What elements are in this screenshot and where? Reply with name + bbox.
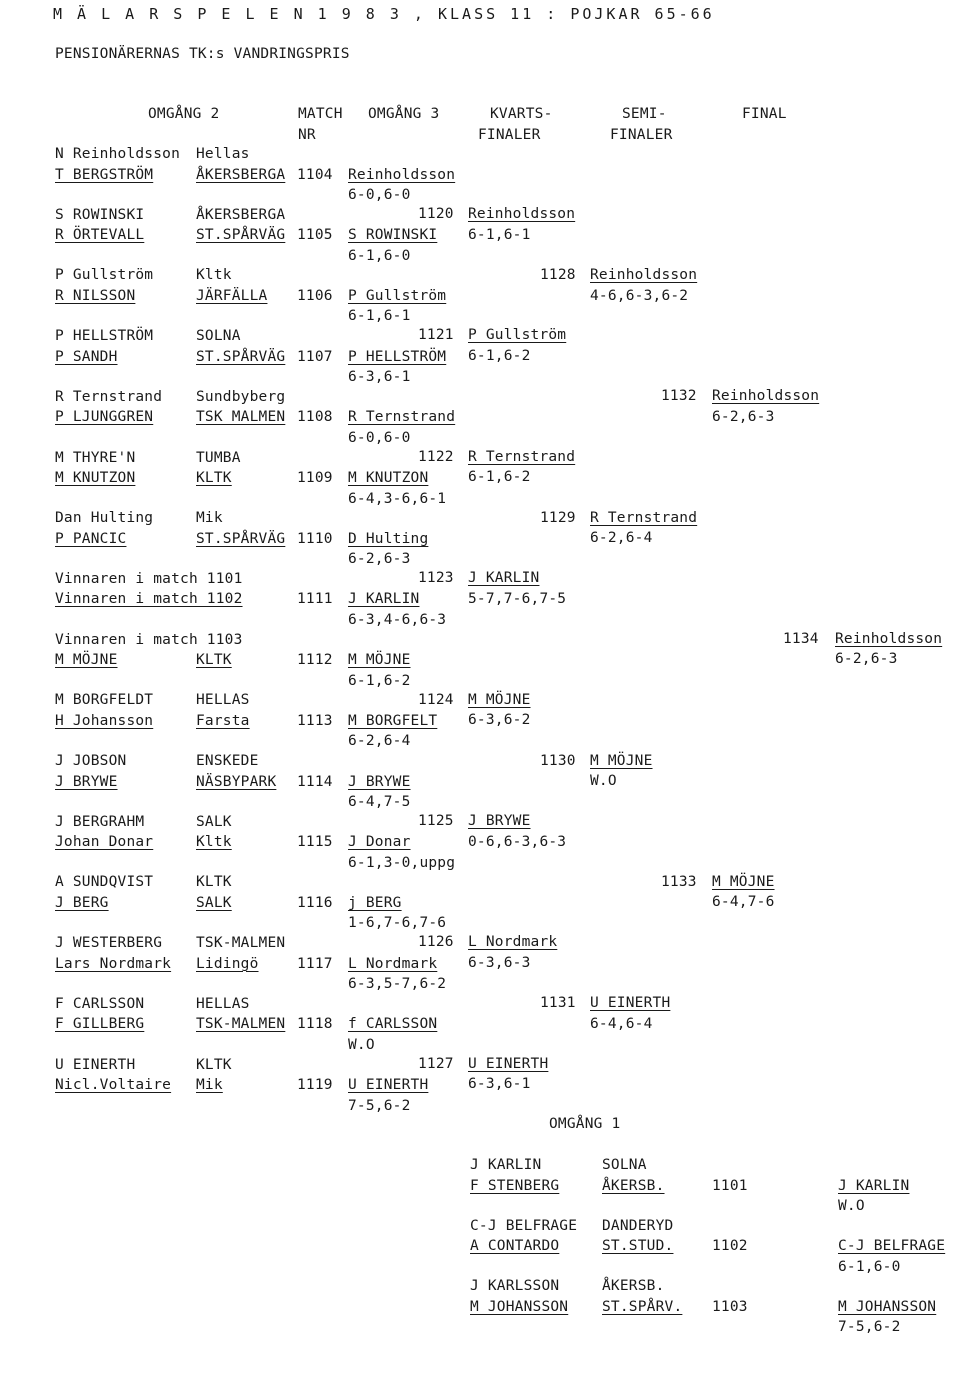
match-score: 4-6,6-3,6-2 xyxy=(590,287,689,304)
player-name: Vinnaren i match 1103 xyxy=(55,631,243,648)
header-subtitle: PENSIONÄRERNAS TK:s VANDRINGSPRIS xyxy=(55,46,350,62)
club-name: ÅKERSB. xyxy=(602,1278,665,1294)
player-name: A SUNDQVIST xyxy=(55,874,154,891)
winner-name: J BRYWE xyxy=(348,773,411,790)
club-name: HELLAS xyxy=(196,995,250,1012)
match-score: W.O xyxy=(348,1036,375,1053)
winner-name: J KARLIN xyxy=(348,591,420,608)
match-score: 6-1,3-0,uppg xyxy=(348,854,456,871)
match-number: 1127 xyxy=(418,1055,454,1072)
match-number: 1105 xyxy=(297,227,333,244)
player-name: F STENBERG xyxy=(470,1177,560,1194)
player-name: H Johansson xyxy=(55,712,154,729)
winner-name: U EINERTH xyxy=(348,1077,429,1093)
match-number: 1114 xyxy=(297,773,333,790)
col-final: FINAL xyxy=(742,106,787,122)
match-number: 1108 xyxy=(297,409,333,426)
club-name: ST.SPÅRVÄG xyxy=(196,348,286,365)
match-number: 1123 xyxy=(418,570,454,587)
club-name: TUMBA xyxy=(196,449,241,466)
match-number: 1117 xyxy=(297,955,333,972)
club-name: DANDERYD xyxy=(602,1217,674,1234)
col-semi-2: FINALER xyxy=(610,127,673,143)
player-name: J BERGRAHM xyxy=(55,813,145,830)
col-round1: OMGÅNG 1 xyxy=(549,1116,621,1132)
club-name: ÅKERSBERGA xyxy=(196,206,286,223)
club-name: Lidingö xyxy=(196,955,259,972)
match-score: 6-3,6-1 xyxy=(348,369,411,386)
match-number: 1121 xyxy=(418,327,454,344)
match-number: 1113 xyxy=(297,712,333,729)
player-name: M MÖJNE xyxy=(55,652,118,669)
club-name: Mik xyxy=(196,1077,223,1093)
club-name: ST.SPÅRVÄG xyxy=(196,530,286,547)
winner-name: f CARLSSON xyxy=(348,1016,438,1033)
player-name: P LJUNGGREN xyxy=(55,409,154,426)
match-score: W.O xyxy=(590,773,617,790)
winner-name: R Ternstrand xyxy=(348,409,456,426)
match-number: 1104 xyxy=(297,166,333,183)
match-score: 0-6,6-3,6-3 xyxy=(468,833,567,850)
club-name: Farsta xyxy=(196,712,250,729)
club-name: Kltk xyxy=(196,267,232,284)
player-name: Vinnaren i match 1101 xyxy=(55,570,243,587)
match-number: 1118 xyxy=(297,1016,333,1033)
winner-name: Reinholdsson xyxy=(835,631,943,647)
match-number: 1130 xyxy=(540,752,576,769)
winner-name: P Gullström xyxy=(468,327,567,344)
winner-name: M MÖJNE xyxy=(348,652,411,669)
winner-name: J KARLIN xyxy=(838,1177,910,1194)
match-number: 1126 xyxy=(418,934,454,951)
club-name: Mik xyxy=(196,510,223,527)
club-name: JÄRFÄLLA xyxy=(196,287,268,304)
match-score: 6-4,7-6 xyxy=(712,894,775,911)
match-number: 1133 xyxy=(661,873,697,890)
winner-name: j BERG xyxy=(348,894,402,911)
match-number: 1134 xyxy=(783,631,819,647)
winner-name: P HELLSTRÖM xyxy=(348,348,447,365)
club-name: SALK xyxy=(196,894,232,911)
match-number: 1122 xyxy=(418,448,454,465)
match-score: W.O xyxy=(838,1198,865,1214)
col-round3: OMGÅNG 3 xyxy=(368,106,440,122)
winner-name: M MÖJNE xyxy=(712,873,775,890)
winner-name: J BRYWE xyxy=(468,813,531,829)
match-score: 6-1,6-0 xyxy=(348,247,411,264)
col-semi: SEMI- xyxy=(622,106,667,122)
player-name: R NILSSON xyxy=(55,287,136,304)
winner-name: M KNUTZON xyxy=(348,470,429,486)
player-name: J KARLIN xyxy=(470,1157,542,1173)
col-quarter-2: FINALER xyxy=(478,127,541,143)
club-name: KLTK xyxy=(196,470,232,486)
player-name: U EINERTH xyxy=(55,1056,136,1073)
match-number: 1112 xyxy=(297,652,333,669)
club-name: TSK-MALMEN xyxy=(196,935,286,952)
club-name: SOLNA xyxy=(602,1157,647,1173)
club-name: HELLAS xyxy=(196,692,250,709)
winner-name: S ROWINSKI xyxy=(348,227,438,244)
winner-name: C-J BELFRAGE xyxy=(838,1238,946,1254)
winner-name: M MÖJNE xyxy=(590,752,653,769)
match-score: 7-5,6-2 xyxy=(838,1319,901,1335)
match-number: 1109 xyxy=(297,470,333,486)
winner-name: L Nordmark xyxy=(468,934,558,951)
match-score: 5-7,7-6,7-5 xyxy=(468,590,567,607)
club-name: NÄSBYPARK xyxy=(196,773,277,790)
match-number: 1132 xyxy=(661,388,697,404)
winner-name: J Donar xyxy=(348,834,411,851)
match-score: 6-1,6-0 xyxy=(838,1258,901,1275)
match-score: 6-0,6-0 xyxy=(348,429,411,446)
match-score: 6-3,4-6,6-3 xyxy=(348,611,447,628)
match-number: 1131 xyxy=(540,995,576,1012)
col-round2: OMGÅNG 2 xyxy=(148,106,220,122)
club-name: ST.STUD. xyxy=(602,1238,674,1254)
col-match-nr: NR xyxy=(298,127,316,143)
player-name: N Reinholdsson xyxy=(55,146,181,162)
player-name: T BERGSTRÖM xyxy=(55,166,154,183)
winner-name: R Ternstrand xyxy=(468,448,576,465)
match-number: 1103 xyxy=(712,1298,748,1315)
winner-name: U EINERTH xyxy=(468,1055,549,1072)
player-name: R Ternstrand xyxy=(55,388,163,405)
player-name: J JOBSON xyxy=(55,753,127,769)
club-name: Kltk xyxy=(196,834,232,851)
winner-name: M JOHANSSON xyxy=(838,1298,937,1315)
player-name: F CARLSSON xyxy=(55,995,145,1012)
match-score: 6-2,6-3 xyxy=(712,408,775,425)
match-number: 1120 xyxy=(418,206,454,222)
col-quarter: KVARTS- xyxy=(490,106,553,122)
match-score: 6-2,6-4 xyxy=(348,733,411,750)
match-score: 6-3,5-7,6-2 xyxy=(348,976,447,993)
match-score: 6-1,6-1 xyxy=(468,226,531,243)
match-score: 6-1,6-2 xyxy=(348,672,411,689)
winner-name: Reinholdsson xyxy=(712,388,820,404)
winner-name: Reinholdsson xyxy=(590,267,698,283)
match-number: 1124 xyxy=(418,691,454,708)
match-score: 1-6,7-6,7-6 xyxy=(348,915,447,932)
player-name: P Gullström xyxy=(55,267,154,284)
match-score: 6-4,3-6,6-1 xyxy=(348,490,447,507)
match-score: 6-1,6-1 xyxy=(348,308,411,325)
club-name: KLTK xyxy=(196,652,232,669)
match-score: 6-2,6-3 xyxy=(348,551,411,568)
club-name: TSK MALMEN xyxy=(196,409,286,426)
match-score: 6-0,6-0 xyxy=(348,187,411,203)
match-number: 1107 xyxy=(297,348,333,365)
match-number: 1129 xyxy=(540,509,576,526)
club-name: ENSKEDE xyxy=(196,753,259,769)
player-name: J BERG xyxy=(55,894,109,911)
winner-name: M BORGFELT xyxy=(348,712,438,729)
player-name: J WESTERBERG xyxy=(55,935,163,952)
player-name: J KARLSSON xyxy=(470,1278,560,1294)
col-match: MATCH xyxy=(298,106,343,122)
club-name: ÅKERSBERGA xyxy=(196,166,286,183)
player-name: F GILLBERG xyxy=(55,1016,145,1033)
winner-name: D Hulting xyxy=(348,530,429,547)
match-score: 6-1,6-2 xyxy=(468,469,531,486)
player-name: M THYRE'N xyxy=(55,449,136,466)
player-name: Lars Nordmark xyxy=(55,955,172,972)
match-number: 1128 xyxy=(540,267,576,283)
club-name: ST.SPÅRV. xyxy=(602,1298,683,1315)
match-number: 1110 xyxy=(297,530,333,547)
match-score: 6-2,6-3 xyxy=(835,651,898,667)
match-number: 1101 xyxy=(712,1177,748,1194)
player-name: M BORGFELDT xyxy=(55,692,154,709)
club-name: KLTK xyxy=(196,1056,232,1073)
winner-name: Reinholdsson xyxy=(348,166,456,183)
winner-name: Reinholdsson xyxy=(468,206,576,222)
player-name: M JOHANSSON xyxy=(470,1298,569,1315)
match-score: 6-4,6-4 xyxy=(590,1015,653,1032)
match-score: 6-3,6-2 xyxy=(468,712,531,729)
player-name: P HELLSTRÖM xyxy=(55,328,154,345)
winner-name: U EINERTH xyxy=(590,995,671,1012)
header-title: M Ä L A R S P E L E N 1 9 8 3 , KLASS 11 : POJKAR 65-66 xyxy=(53,5,715,23)
club-name: Sundbyberg xyxy=(196,388,286,405)
player-name: Dan Hulting xyxy=(55,510,154,527)
club-name: SALK xyxy=(196,813,232,830)
match-score: 6-2,6-4 xyxy=(590,530,653,547)
player-name: Vinnaren i match 1102 xyxy=(55,591,243,608)
player-name: J BRYWE xyxy=(55,773,118,790)
match-number: 1106 xyxy=(297,287,333,304)
match-score: 6-4,7-5 xyxy=(348,794,411,810)
winner-name: P Gullström xyxy=(348,287,447,304)
player-name: A CONTARDO xyxy=(470,1238,560,1254)
club-name: ST.SPÅRVÄG xyxy=(196,227,286,244)
winner-name: L Nordmark xyxy=(348,955,438,972)
player-name: P SANDH xyxy=(55,348,118,365)
winner-name: J KARLIN xyxy=(468,570,540,587)
match-score: 7-5,6-2 xyxy=(348,1097,411,1114)
player-name: P PANCIC xyxy=(55,530,127,547)
winner-name: M MÖJNE xyxy=(468,691,531,708)
match-number: 1111 xyxy=(297,591,333,608)
match-number: 1125 xyxy=(418,813,454,829)
player-name: S ROWINSKI xyxy=(55,206,145,223)
player-name: Nicl.Voltaire xyxy=(55,1077,172,1093)
club-name: Hellas xyxy=(196,146,250,162)
match-number: 1116 xyxy=(297,894,333,911)
player-name: M KNUTZON xyxy=(55,470,136,486)
match-score: 6-1,6-2 xyxy=(468,347,531,364)
club-name: ÅKERSB. xyxy=(602,1177,665,1194)
match-number: 1102 xyxy=(712,1238,748,1254)
player-name: R ÖRTEVALL xyxy=(55,227,145,244)
player-name: Johan Donar xyxy=(55,834,154,851)
match-number: 1115 xyxy=(297,834,333,851)
club-name: TSK-MALMEN xyxy=(196,1016,286,1033)
club-name: SOLNA xyxy=(196,328,241,345)
match-number: 1119 xyxy=(297,1077,333,1093)
club-name: KLTK xyxy=(196,874,232,891)
player-name: C-J BELFRAGE xyxy=(470,1217,578,1234)
match-score: 6-3,6-1 xyxy=(468,1076,531,1093)
match-score: 6-3,6-3 xyxy=(468,954,531,971)
winner-name: R Ternstrand xyxy=(590,509,698,526)
